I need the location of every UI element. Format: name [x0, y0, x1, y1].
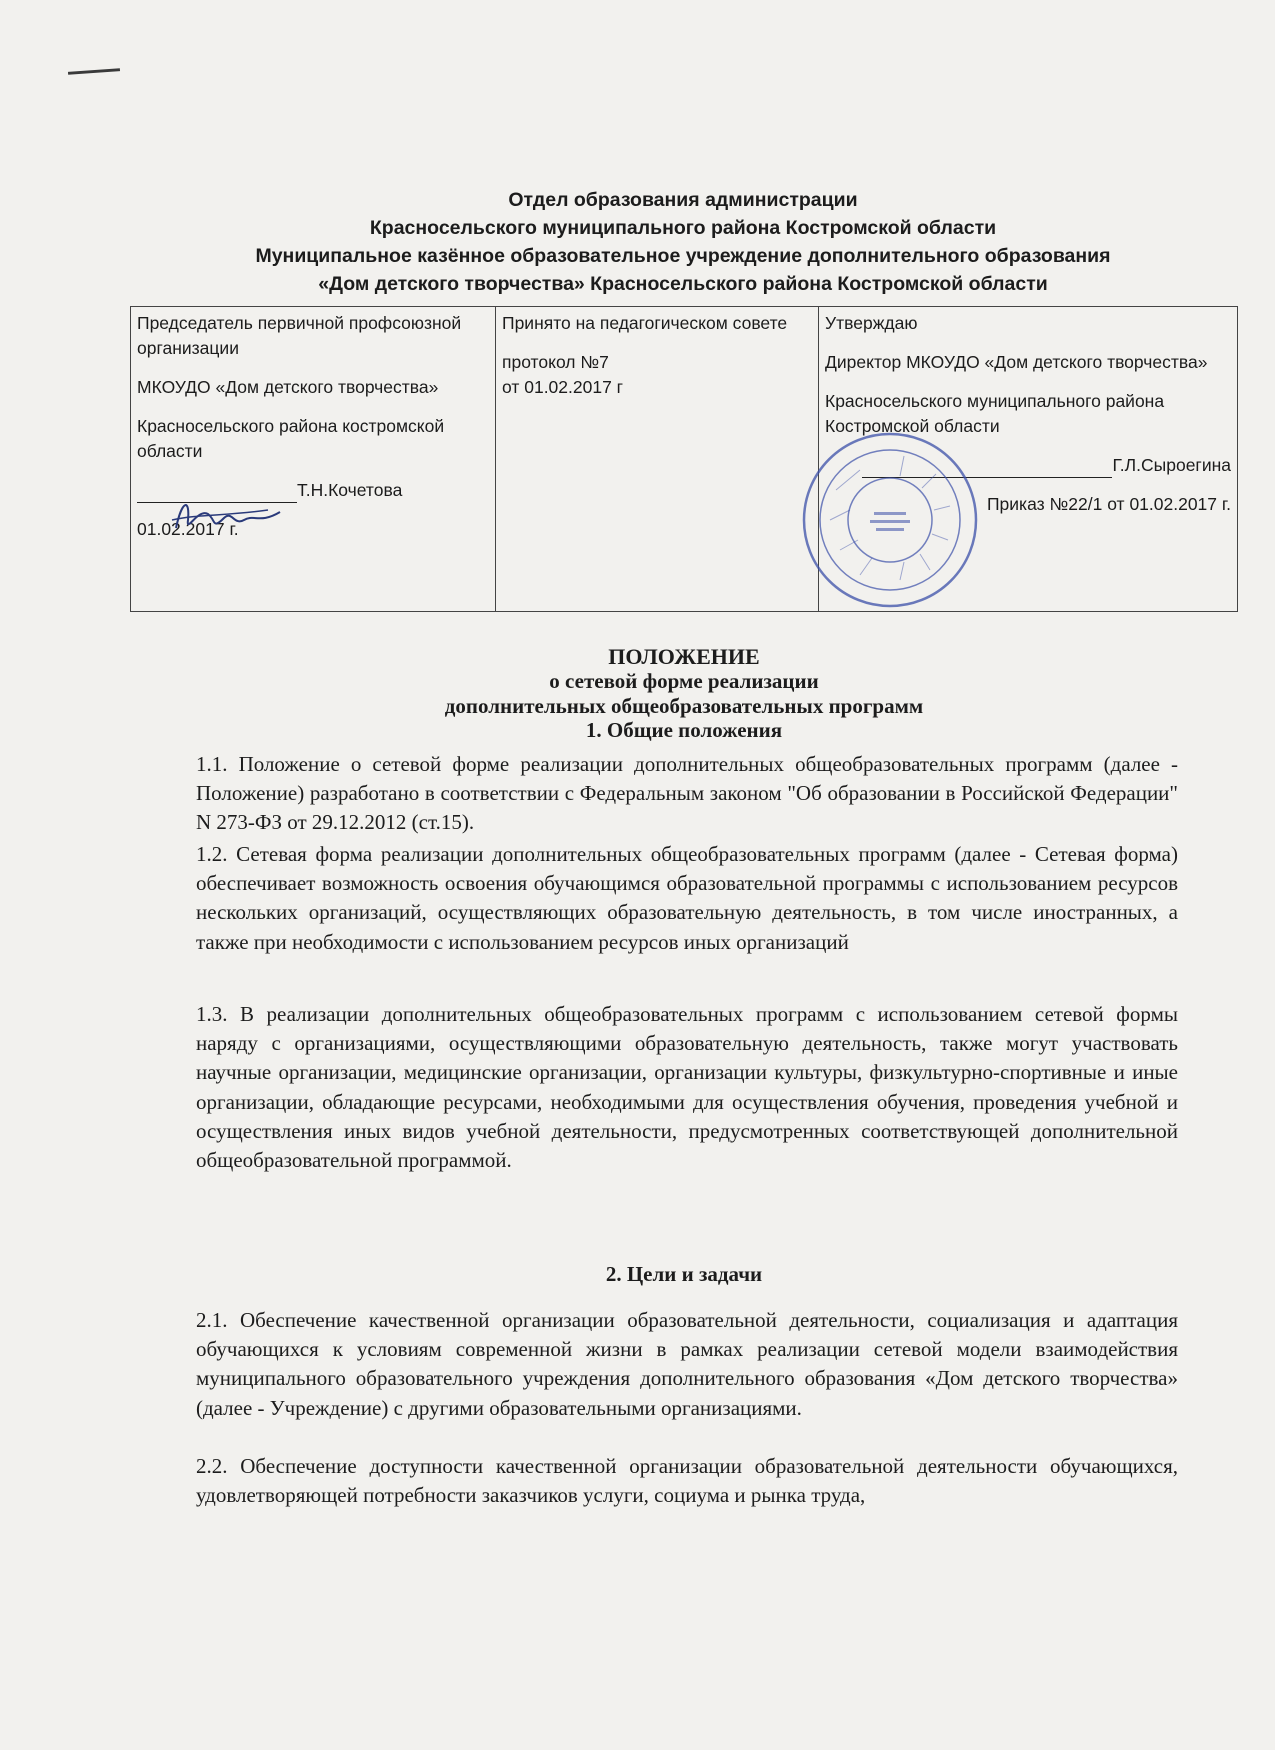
union-title: Председатель первичной профсоюзной организации [137, 313, 462, 358]
union-date: 01.02.2017 г. [137, 519, 239, 539]
council-protocol: протокол №7 [502, 352, 609, 372]
title-sub-1: о сетевой форме реализации [549, 669, 819, 693]
director-region: Красносельского муниципального района Костромской области [825, 391, 1165, 436]
paragraph-2-1: 2.1. Обеспечение качественной организации образовательной деятельности, социализация и адаптация обучающихся к условиям современной жизни в рамках реализации сетевой модели взаимодействия муниципального образовательного учреждения дополнительного образования «Дом детского творчества» (далее - Учреждение) с другими образовательными организациями. [196, 1308, 1178, 1420]
paragraph-1-2: 1.2. Сетевая форма реализации дополнительных общеобразовательных программ (далее - Сетевая форма) обеспечивает возможность освоения обучающимся образовательной программы с использованием ресурсов нескольких организаций, осуществляющих образовательную деятельность, в том числе иностранных, а также при необходимости с использованием ресурсов иных организаций [196, 842, 1178, 954]
union-signer: Т.Н.Кочетова [297, 480, 403, 500]
header-line-3: Муниципальное казённое образовательное учреждение дополнительного образования [255, 245, 1111, 267]
official-seal [800, 430, 980, 610]
director-order: Приказ №22/1 от 01.02.2017 г. [986, 494, 1231, 514]
section-1-title: 1. Общие положения [585, 718, 783, 742]
approval-col-council [496, 307, 819, 612]
header-line-1: Отдел образования администрации [508, 189, 858, 211]
handwritten-signature [168, 490, 288, 540]
title-sub-2: дополнительных общеобразовательных программ [444, 694, 924, 718]
scan-mark [68, 68, 120, 75]
director-title: Директор МКОУДО «Дом детского творчества» [825, 352, 1208, 372]
director-signer: Г.Л.Сыроегина [1112, 455, 1231, 475]
section-2-title: 2. Цели и задачи [605, 1262, 763, 1286]
title-main: ПОЛОЖЕНИЕ [608, 644, 760, 669]
header-line-4: «Дом детского творчества» Красносельского района Костромской области [318, 273, 1048, 295]
paragraph-2-2: 2.2. Обеспечение доступности качественной организации образовательной деятельности обучающихся, удовлетворяющей потребности заказчиков услуги, социума и рынка труда, [196, 1454, 1178, 1508]
council-title: Принято на педагогическом совете [502, 313, 788, 333]
union-org: МКОУДО «Дом детского творчества» [137, 377, 439, 397]
paragraph-1-3: 1.3. В реализации дополнительных общеобразовательных программ с использованием сетевой формы наряду с организациями, осуществляющими образовательную деятельность, также могут участвовать научные организации, медицинские организации, организации культуры, физкультурно-спортивные и иные организации, обладающие ресурсами, необходимыми для осуществления обучения, проведения учебной и осуществления иных видов учебной деятельности, предусмотренных соответствующей дополнительной общеобразовательной программой. [196, 1002, 1178, 1173]
paragraph-1-1: 1.1. Положение о сетевой форме реализации дополнительных общеобразовательных программ (далее - Положение) разработано в соответствии с Федеральным законом "Об образовании в Российской Федерации" N 273-ФЗ от 29.12.2012 (ст.15). [196, 752, 1178, 835]
header-line-2: Красносельского муниципального района Костромской области [369, 217, 997, 239]
union-region: Красносельского района костромской области [137, 416, 445, 461]
document-title [130, 644, 1238, 719]
approval-col-union [131, 307, 496, 612]
director-approve: Утверждаю [825, 313, 918, 333]
council-date: от 01.02.2017 г [502, 377, 624, 397]
document-header [128, 186, 1238, 298]
approval-table [130, 306, 1238, 612]
